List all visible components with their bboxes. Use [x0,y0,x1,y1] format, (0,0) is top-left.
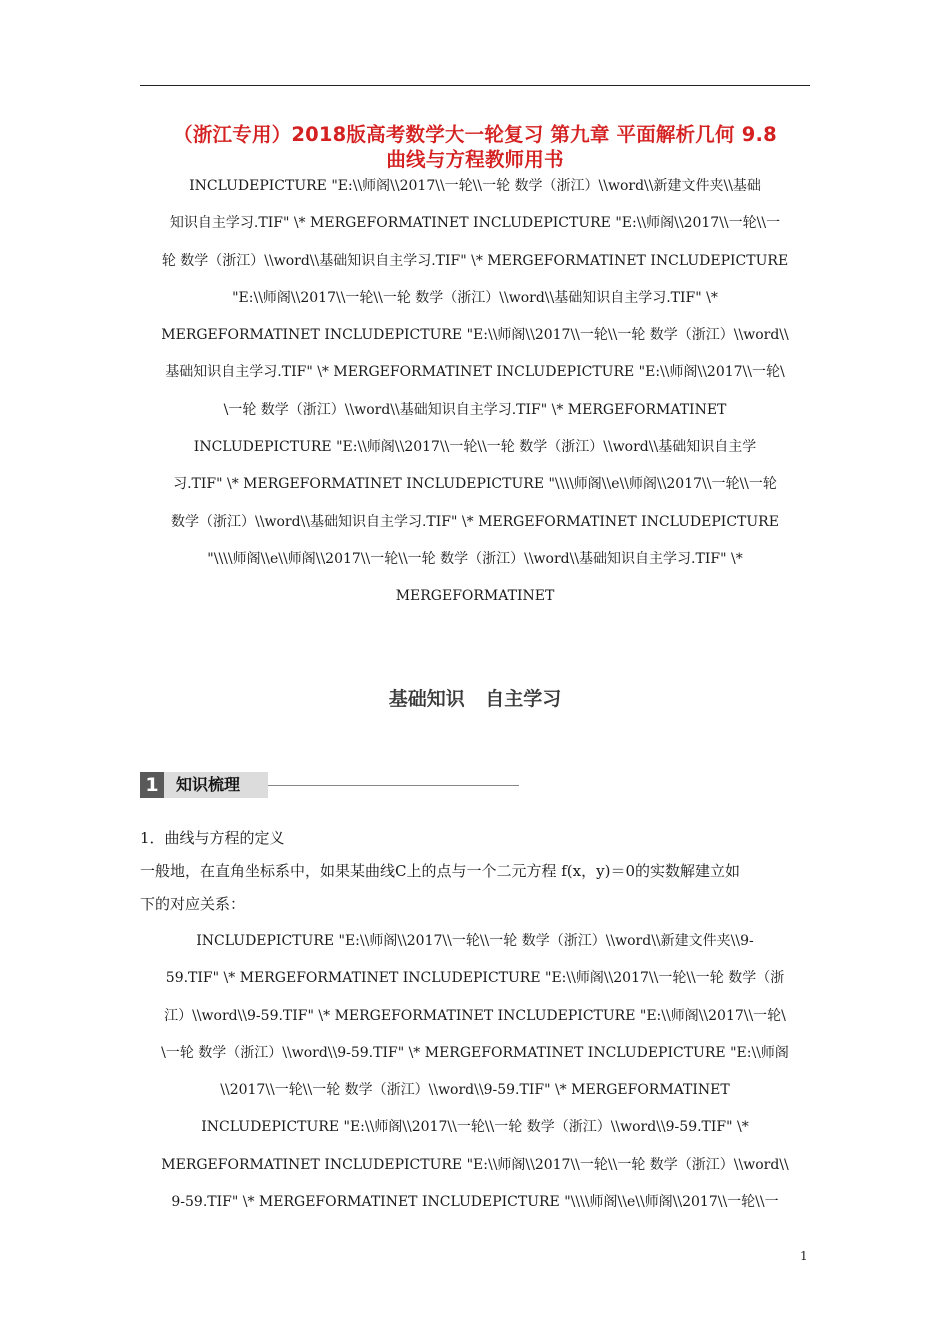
field-code-line: 数学（浙江）\\word\\基础知识自主学习.TIF" \* MERGEFORMATINET INCLUDEPICTURE [171,513,779,530]
title-line-2: 曲线与方程教师用书 [386,148,564,171]
header-rule [140,85,810,86]
field-code-line: 习.TIF" \* MERGEFORMATINET INCLUDEPICTURE "\\\\师阁\\e\\师阁\\2017\\一轮\\一轮 [173,476,777,493]
field-code-line: 基础知识自主学习.TIF" \* MERGEFORMATINET INCLUDEPICTURE "E:\\师阁\\2017\\一轮\ [165,364,785,381]
field-code-line: \\2017\\一轮\\一轮 数学（浙江）\\word\\9-59.TIF" \* MERGEFORMATINET [220,1082,730,1099]
field-code-line: 江）\\word\\9-59.TIF" \* MERGEFORMATINET INCLUDEPICTURE "E:\\师阁\\2017\\一轮\ [164,1007,786,1024]
field-code-line: INCLUDEPICTURE "E:\\师阁\\2017\\一轮\\一轮 数学（浙江）\\word\\基础知识自主学 [193,439,757,456]
badge-number: 1 [140,772,164,798]
badge-label: 知识梳理 [176,775,241,794]
section-heading: 基础知识 自主学习 [388,688,562,710]
field-code-line: 59.TIF" \* MERGEFORMATINET INCLUDEPICTURE "E:\\师阁\\2017\\一轮\\一轮 数学（浙 [165,970,785,987]
badge-rule [268,785,519,786]
field-code-line: MERGEFORMATINET [395,588,555,605]
field-code-block-1 [140,168,810,616]
field-code-line: 知识自主学习.TIF" \* MERGEFORMATINET INCLUDEPICTURE "E:\\师阁\\2017\\一轮\\一 [169,215,781,232]
page-number: 1 [800,1249,808,1263]
field-code-line: 9-59.TIF" \* MERGEFORMATINET INCLUDEPICTURE "\\\\师阁\\e\\师阁\\2017\\一轮\\一 [171,1194,779,1211]
title-line-1: （浙江专用）2018版高考数学大一轮复习 第九章 平面解析几何 9.8 [173,123,777,146]
section-badge [140,772,268,798]
item-title: 1．曲线与方程的定义 [140,829,285,847]
field-code-line: "E:\\师阁\\2017\\一轮\\一轮 数学（浙江）\\word\\基础知识自主学习.TIF" \* [232,289,718,306]
field-code-line: INCLUDEPICTURE "E:\\师阁\\2017\\一轮\\一轮 数学（浙江）\\word\\新建文件夹\\基础 [189,178,761,194]
paragraph-line-1: 一般地，在直角坐标系中，如果某曲线C上的点与一个二元方程 f(x，y)＝0的实数解建立如 [140,862,740,880]
field-code-line: \一轮 数学（浙江）\\word\\9-59.TIF" \* MERGEFORMATINET INCLUDEPICTURE "E:\\师阁 [161,1044,789,1061]
document-title [140,122,810,172]
field-code-line: "\\\\师阁\\e\\师阁\\2017\\一轮\\一轮 数学（浙江）\\word\\基础知识自主学习.TIF" \* [207,550,743,567]
field-code-line: 轮 数学（浙江）\\word\\基础知识自主学习.TIF" \* MERGEFORMATINET INCLUDEPICTURE [161,252,789,269]
field-code-line: MERGEFORMATINET INCLUDEPICTURE "E:\\师阁\\2017\\一轮\\一轮 数学（浙江）\\word\\ [161,1156,789,1173]
field-code-line: INCLUDEPICTURE "E:\\师阁\\2017\\一轮\\一轮 数学（浙江）\\word\\新建文件夹\\9- [196,933,754,949]
field-code-line: INCLUDEPICTURE "E:\\师阁\\2017\\一轮\\一轮 数学（浙江）\\word\\9-59.TIF" \* [201,1119,749,1136]
paragraph-line-2: 下的对应关系： [140,895,246,913]
field-code-line: \一轮 数学（浙江）\\word\\基础知识自主学习.TIF" \* MERGEFORMATINET [223,401,727,418]
field-code-block-2 [140,923,810,1221]
field-code-line: MERGEFORMATINET INCLUDEPICTURE "E:\\师阁\\2017\\一轮\\一轮 数学（浙江）\\word\\ [161,327,789,344]
